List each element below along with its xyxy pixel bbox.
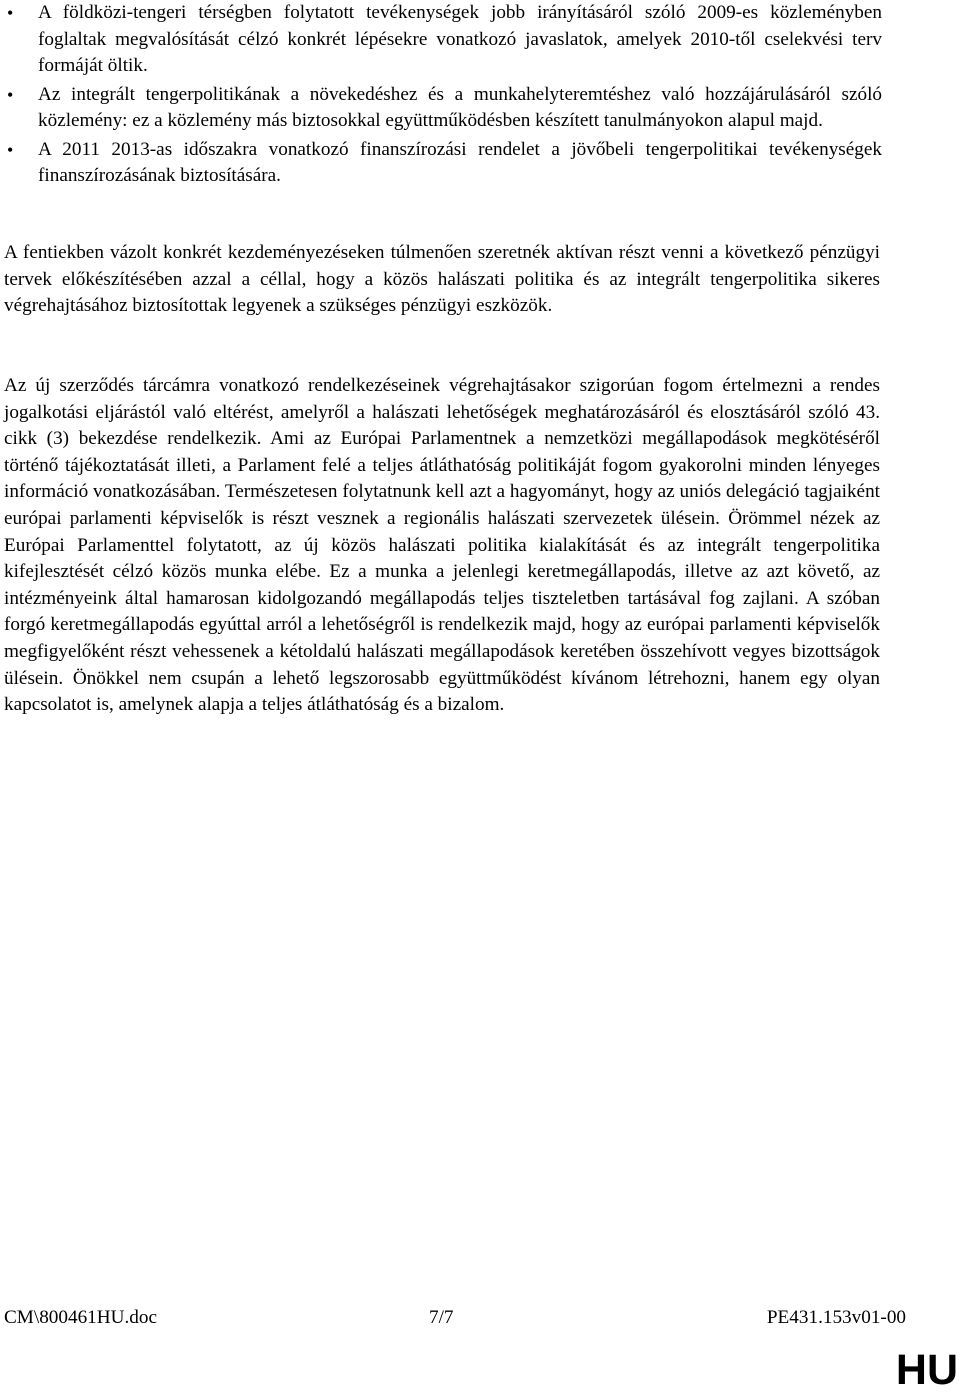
pe-number: PE431.153v01-00	[766, 1307, 906, 1328]
body-paragraph-treaty: Az új szerződés tárcámra vonatkozó rendelkezéseinek végrehajtásakor szigorúan fogom értelmezni a rendes jogalkotási eljárástól való eltérést, amelyről a halászati lehetőségek meghatározásáról és elosztásáról szóló 43. cikk (3) bekezdése rendelkezik. Ami az Európai Parlamentnek a nemzetközi megállapodások megkötéséről történő tájékoztatását illeti, a Parlament felé a teljes átláthatóság politikáját fogom gyakorolni minden lényeges információ vonatkozásában. Természetesen folytatnunk kell azt a hagyományt, hogy az uniós delegáció tagjaiként európai parlamenti képviselők is részt vesznek a regionális halászati szervezetek ülésein. Örömmel nézek az Európai Parlamenttel folytatott, az új közös halászati politika kialakítását és az integrált tengerpolitika kifejlesztését célzó közös munka elébe. Ez a munka a jelenlegi keretmegállapodás, illetve az azt követő, az intézményeink által hamarosan kidolgozandó megállapodás teljes tiszteletben tartásával fog zajlani. A szóban forgó keretmegállapodás egyúttal arról a lehetőségről is rendelkezik majd, hogy az európai parlamenti képviselők megfigyelőként részt vehessenek a kétoldalú halászati megállapodások keretében összehívott vegyes bizottságok ülésein. Önökkel nem csupán a lehető legszorosabb együttműködést kívánom létrehozni, hanem egy olyan kapcsolatot is, amelynek alapja a teljes átláthatóság és a bizalom.	[4, 375, 880, 716]
language-code: HU	[895, 1346, 958, 1394]
bullet-dot-icon: •	[7, 3, 14, 23]
bullet-item	[0, 82, 882, 135]
page-footer	[4, 1306, 906, 1330]
bullet-list	[0, 0, 882, 192]
bullet-text: Az integrált tengerpolitikának a növekedéshez és a munkahelyteremtéshez való hozzájárulásáról szóló közlemény: ez a közlemény más biztosokkal együttműködésben készített tanulmányokon alapul majd.	[38, 83, 882, 131]
bullet-item	[0, 137, 882, 190]
body-paragraph-financing: A fentiekben vázolt konkrét kezdeményezéseken túlmenően szeretnék aktívan részt venni a következő pénzügyi tervek előkészítésében azzal a céllal, hogy a közös halászati politika és az integrált tengerpolitika sikeres végrehajtásához biztosítottak legyenek a szükséges pénzügyi eszközök.	[4, 242, 880, 317]
document-reference: CM\800461HU.doc	[4, 1307, 157, 1328]
bullet-item	[0, 0, 882, 80]
bullet-dot-icon: •	[7, 84, 14, 105]
bullet-text: A földközi-tengeri térségben folytatott tevékenységek jobb irányításáról szóló 2009-es közleményben foglaltak megvalósítását célzó konkrét lépésekre vonatkozó javaslatok, amelyek 2010-től cselekvési terv formáját öltik.	[38, 2, 882, 76]
bullet-dot-icon: •	[7, 139, 14, 160]
page-number: 7/7	[429, 1307, 454, 1328]
bullet-text: A 2011 2013-as időszakra vonatkozó finanszírozási rendelet a jövőbeli tengerpolitikai tevékenységek finanszírozásának biztosítására.	[38, 138, 882, 186]
